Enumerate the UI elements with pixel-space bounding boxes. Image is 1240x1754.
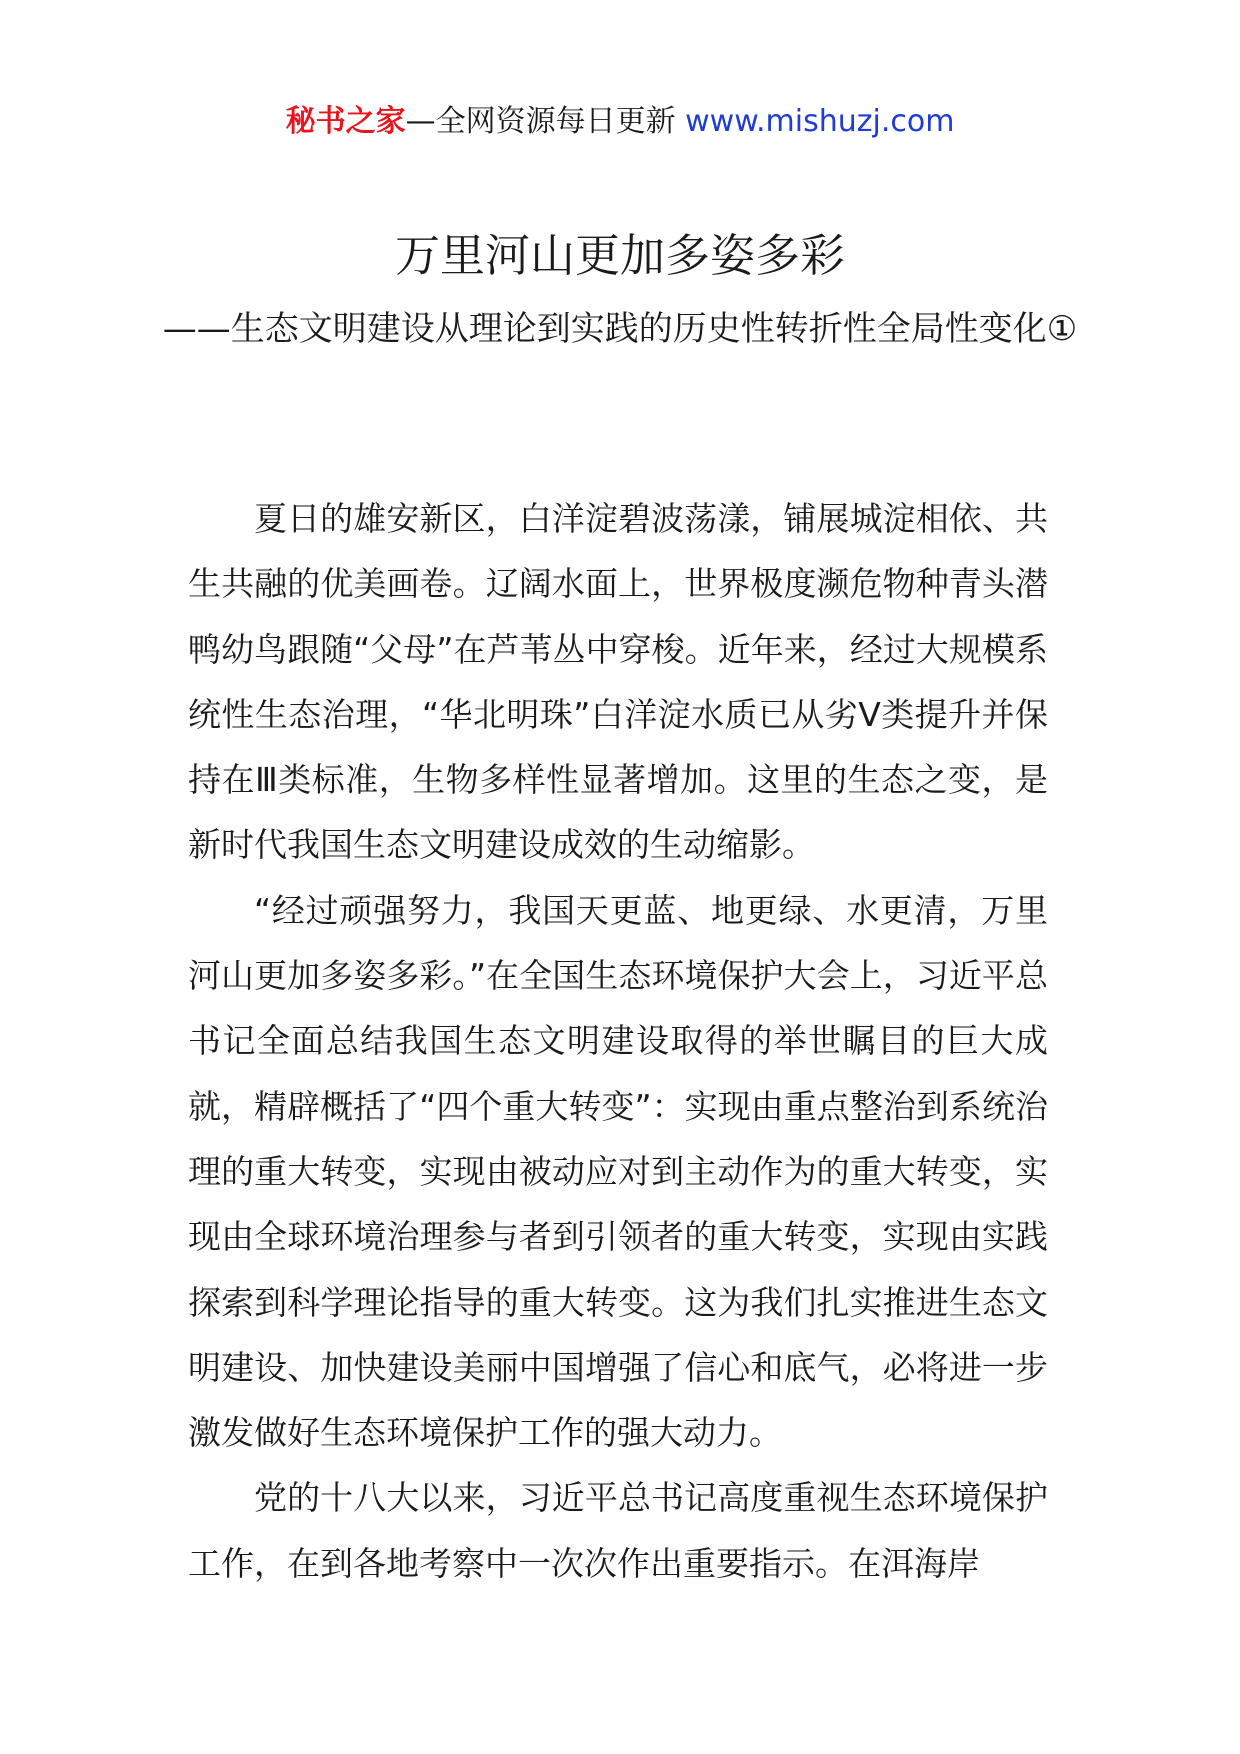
paragraph: “经过顽强努力，我国天更蓝、地更绿、水更清，万里河山更加多姿多彩。”在全国生态环境保护大会上，习近平总书记全面总结我国生态文明建设取得的举世瞩目的巨大成就，精辟概括了“四个重大转变”：实现由重点整治到系统治理的重大转变，实现由被动应对到主动作为的重大转变，实现由全球环境治理参与者到引领者的重大转变，实现由实践探索到科学理论指导的重大转变。这为我们扎实推进生态文明建设、加快建设美丽中国增强了信心和底气，必将进一步激发做好生态环境保护工作的强大动力。 (188, 890, 1048, 1453)
site-url-link[interactable]: www.mishuzj.com (685, 104, 955, 139)
brand-name: 秘书之家 (285, 104, 406, 139)
site-header (0, 100, 1240, 144)
article-title: 万里河山更加多姿多彩 (394, 229, 845, 282)
header-tagline: —全网资源每日更新 (405, 104, 686, 139)
paragraph: 党的十八大以来，习近平总书记高度重视生态环境保护工作，在到各地考察中一次次作出重要指示。在洱海岸 (188, 1478, 1048, 1583)
paragraph: 夏日的雄安新区，白洋淀碧波荡漾，铺展城淀相依、共生共融的优美画卷。辽阔水面上，世界极度濒危物种青头潜鸭幼鸟跟随“父母”在芦苇丛中穿梭。近年来，经过大规模系统性生态治理，“华北明珠”白洋淀水质已从劣Ⅴ类提升并保持在Ⅲ类标准，生物多样性显著增加。这里的生态之变，是新时代我国生态文明建设成效的生动缩影。 (188, 499, 1048, 865)
article-subtitle: ——生态文明建设从理论到实践的历史性转折性全局性变化① (162, 309, 1078, 349)
article-body (188, 486, 1048, 1596)
